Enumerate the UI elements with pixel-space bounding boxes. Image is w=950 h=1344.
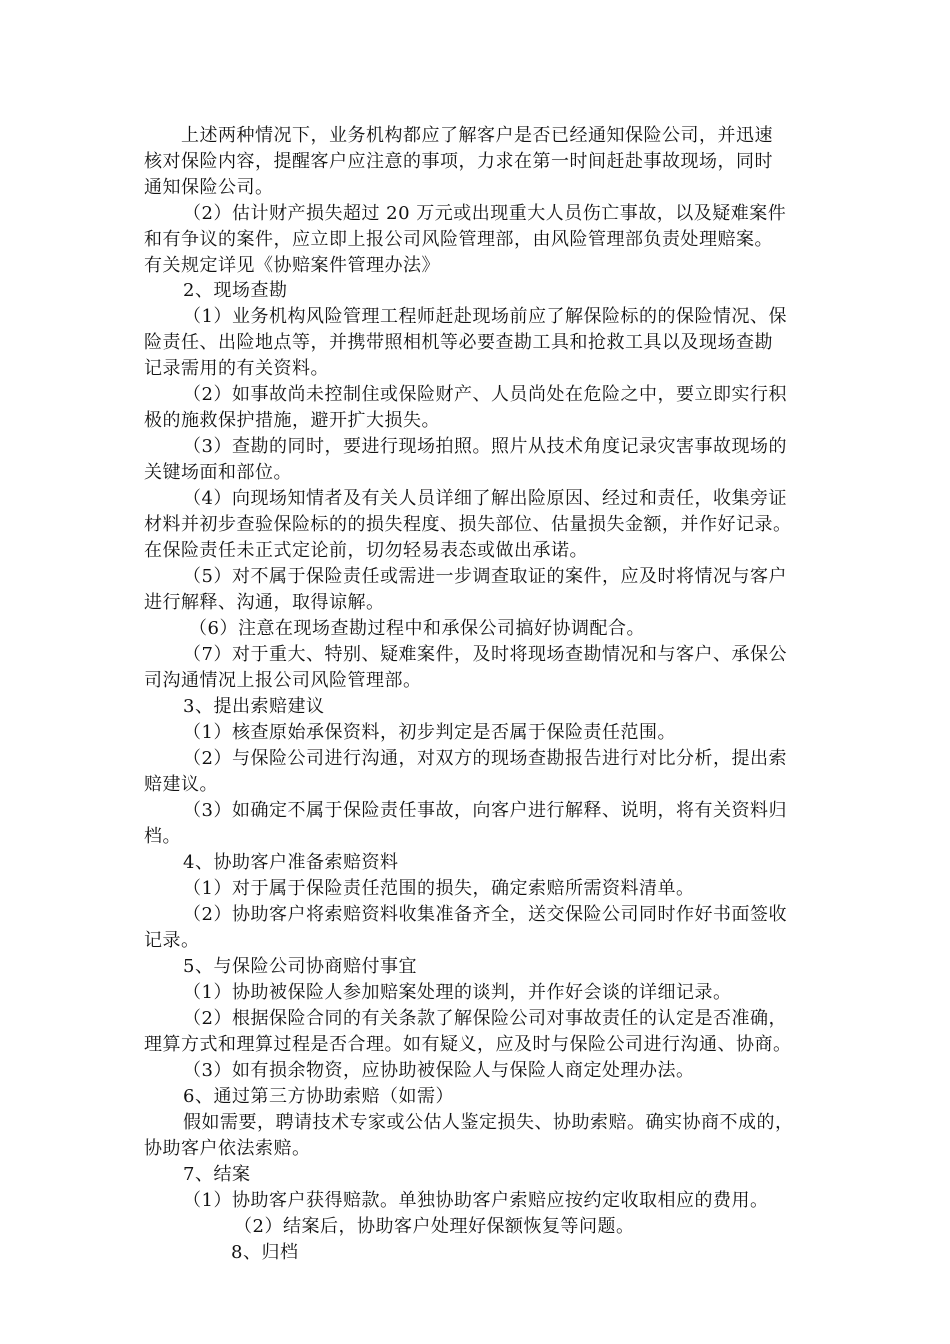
- paragraph-line: （2）估计财产损失超过 20 万元或出现重大人员伤亡事故，以及疑难案件: [183, 203, 787, 224]
- paragraph-line: （6）注意在现场查勘过程中和承保公司搞好协调配合。: [189, 618, 645, 639]
- paragraph-line: （1）业务机构风险管理工程师赶赴现场前应了解保险标的的保险情况、保: [183, 306, 787, 327]
- paragraph-line: 记录。: [144, 930, 200, 951]
- section-heading: 8、归档: [231, 1242, 299, 1263]
- paragraph-line: （2）根据保险合同的有关条款了解保险公司对事故责任的认定是否准确，: [183, 1008, 787, 1029]
- paragraph-line: （2）协助客户将索赔资料收集准备齐全，送交保险公司同时作好书面签收: [183, 904, 787, 925]
- paragraph-line: （3）如确定不属于保险责任事故，向客户进行解释、说明，将有关资料归: [183, 800, 787, 821]
- paragraph-line: （1）协助被保险人参加赔案处理的谈判，并作好会谈的详细记录。: [183, 982, 732, 1003]
- paragraph-line: 在保险责任未正式定论前，切勿轻易表态或做出承诺。: [144, 540, 588, 561]
- paragraph-line: 记录需用的有关资料。: [144, 358, 329, 379]
- section-heading: 3、提出索赔建议: [183, 696, 325, 717]
- paragraph-line: 协助客户依法索赔。: [144, 1138, 311, 1159]
- paragraph-line: （1）对于属于保险责任范围的损失，确定索赔所需资料清单。: [183, 878, 695, 899]
- paragraph-line: 核对保险内容，提醒客户应注意的事项，力求在第一时间赶赴事故现场，同时: [144, 151, 773, 172]
- section-heading: 6、通过第三方协助索赔（如需）: [183, 1086, 454, 1107]
- section-heading: 2、现场查勘: [183, 280, 288, 301]
- section-heading: 4、协助客户准备索赔资料: [183, 852, 399, 873]
- section-heading: 5、与保险公司协商赔付事宜: [183, 956, 417, 977]
- paragraph-line: 假如需要，聘请技术专家或公估人鉴定损失、协助索赔。确实协商不成的，: [183, 1112, 794, 1133]
- paragraph-line: 进行解释、沟通，取得谅解。: [144, 592, 385, 613]
- paragraph-line: 险责任、出险地点等，并携带照相机等必要查勘工具和抢救工具以及现场查勘: [144, 332, 773, 353]
- paragraph-line: 和有争议的案件，应立即上报公司风险管理部，由风险管理部负责处理赔案。: [144, 229, 773, 250]
- paragraph-line: 有关规定详见《协赔案件管理办法》: [144, 255, 440, 276]
- paragraph-line: 通知保险公司。: [144, 177, 274, 198]
- paragraph-line: （3）如有损余物资，应协助被保险人与保险人商定处理办法。: [183, 1060, 695, 1081]
- paragraph-line: 关键场面和部位。: [144, 462, 292, 483]
- paragraph-line: （3）查勘的同时，要进行现场拍照。照片从技术角度记录灾害事故现场的: [183, 436, 787, 457]
- paragraph-line: （2）结案后，协助客户处理好保额恢复等问题。: [234, 1216, 635, 1237]
- paragraph-line: （2）如事故尚未控制住或保险财产、人员尚处在危险之中，要立即实行积: [183, 384, 787, 405]
- paragraph-line: （2）与保险公司进行沟通，对双方的现场查勘报告进行对比分析，提出索: [183, 748, 787, 769]
- paragraph-line: （7）对于重大、特别、疑难案件，及时将现场查勘情况和与客户、承保公: [183, 644, 787, 665]
- paragraph-line: 极的施救保护措施，避开扩大损失。: [144, 410, 440, 431]
- paragraph-line: （1）核查原始承保资料，初步判定是否属于保险责任范围。: [183, 722, 676, 743]
- paragraph-line: 档。: [144, 826, 181, 847]
- paragraph-line: 上述两种情况下，业务机构都应了解客户是否已经通知保险公司，并迅速: [181, 125, 773, 146]
- paragraph-line: （4）向现场知情者及有关人员详细了解出险原因、经过和责任，收集旁证: [183, 488, 787, 509]
- paragraph-line: （5）对不属于保险责任或需进一步调查取证的案件，应及时将情况与客户: [183, 566, 787, 587]
- section-heading: 7、结案: [183, 1164, 251, 1185]
- paragraph-line: 司沟通情况上报公司风险管理部。: [144, 670, 422, 691]
- paragraph-line: （1）协助客户获得赔款。单独协助客户索赔应按约定收取相应的费用。: [183, 1190, 769, 1211]
- paragraph-line: 材料并初步查验保险标的的损失程度、损失部位、估量损失金额，并作好记录。: [144, 514, 792, 535]
- paragraph-line: 理算方式和理算过程是否合理。如有疑义，应及时与保险公司进行沟通、协商。: [144, 1034, 792, 1055]
- paragraph-line: 赔建议。: [144, 774, 218, 795]
